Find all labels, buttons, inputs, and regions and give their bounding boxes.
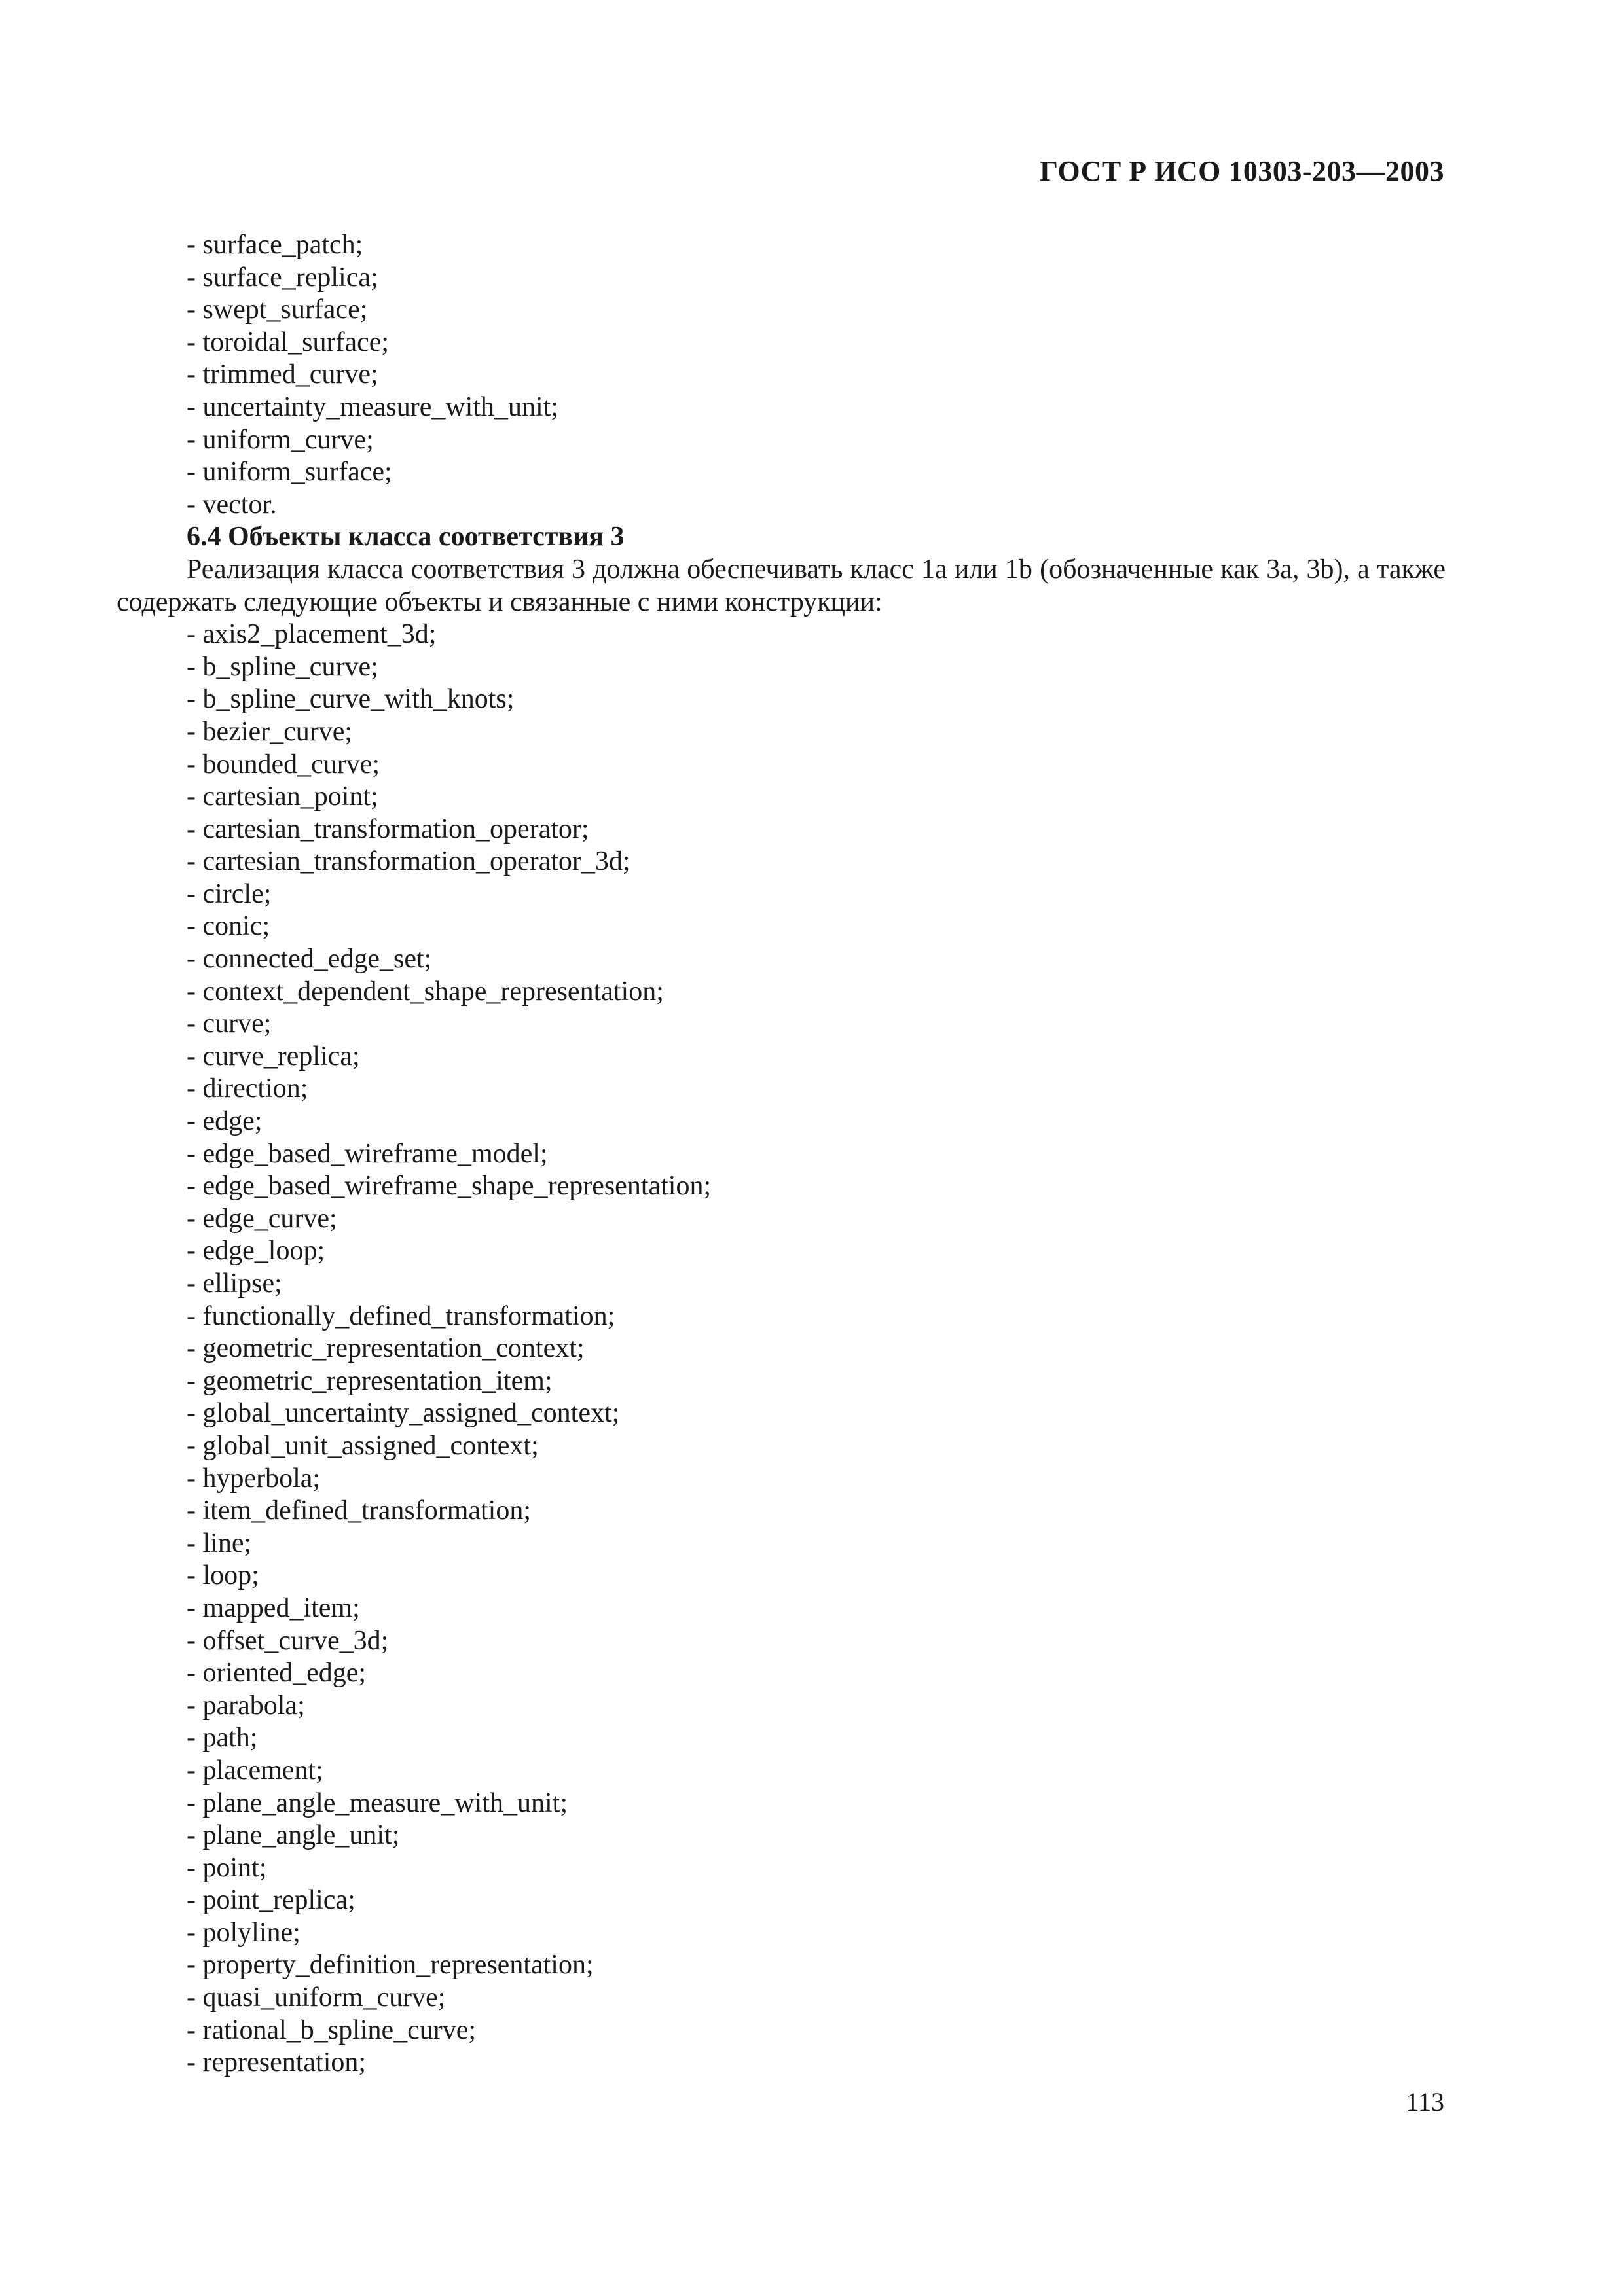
list-item: - edge_loop; (187, 1236, 325, 1266)
list-item: - global_unit_assigned_context; (187, 1430, 539, 1461)
list-item: - geometric_representation_item; (187, 1365, 553, 1396)
list-item: - hyperbola; (187, 1463, 321, 1494)
list-item: - edge_based_wireframe_model; (187, 1138, 548, 1169)
list-item: - b_spline_curve_with_knots; (187, 684, 515, 715)
list-item: - point_replica; (187, 1885, 356, 1916)
list-item: - line; (187, 1528, 252, 1558)
list-item: - property_definition_representation; (187, 1950, 594, 1981)
list-main (117, 619, 1446, 2079)
list-item: - context_dependent_shape_representation; (187, 976, 664, 1007)
list-item: - global_uncertainty_assigned_context; (187, 1398, 620, 1429)
list-item: - bounded_curve; (187, 749, 380, 780)
list-item: - polyline; (187, 1917, 301, 1948)
list-item: - uniform_surface; (187, 457, 392, 488)
list-item: - curve; (187, 1009, 272, 1039)
list-item: - vector. (187, 489, 277, 520)
list-item: - bezier_curve; (187, 716, 353, 747)
list-item: - edge; (187, 1106, 263, 1137)
list-item: - plane_angle_unit; (187, 1820, 400, 1851)
list-continued (117, 229, 1446, 521)
list-item: - connected_edge_set; (187, 944, 432, 975)
list-item: - conic; (187, 911, 270, 942)
list-item: - b_spline_curve; (187, 651, 378, 682)
document-header: ГОСТ Р ИСО 10303-203—2003 (1039, 155, 1444, 187)
list-item: - edge_curve; (187, 1203, 337, 1234)
list-item: - direction; (187, 1073, 308, 1104)
list-item: - surface_replica; (187, 262, 378, 293)
list-item: - uniform_curve; (187, 424, 374, 455)
list-item: - plane_angle_measure_with_unit; (187, 1787, 568, 1818)
list-item: - edge_based_wireframe_shape_representation; (187, 1171, 712, 1202)
list-item: - swept_surface; (187, 295, 368, 325)
list-item: - rational_b_spline_curve; (187, 2015, 477, 2045)
list-item: - curve_replica; (187, 1041, 360, 1071)
list-item: - item_defined_transformation; (187, 1496, 532, 1526)
list-item: - axis2_placement_3d; (187, 619, 437, 650)
section-paragraph: Реализация класса соответствия 3 должна обеспечивать класс 1a или 1b (обозначенные как 3a, 3b), а также содержать следующие объекты и связанные с ними конструкции: (117, 554, 1446, 617)
list-item: - loop; (187, 1560, 259, 1591)
page-number: 113 (1406, 2087, 1444, 2117)
list-item: - offset_curve_3d; (187, 1625, 389, 1656)
list-item: - cartesian_point; (187, 781, 378, 812)
list-item: - uncertainty_measure_with_unit; (187, 391, 559, 422)
section-heading: 6.4 Объекты класса соответствия 3 (187, 522, 625, 552)
list-item: - representation; (187, 2047, 367, 2078)
list-item: - cartesian_transformation_operator; (187, 814, 589, 844)
list-item: - quasi_uniform_curve; (187, 1982, 446, 2013)
list-item: - point; (187, 1852, 267, 1883)
list-item: - ellipse; (187, 1268, 282, 1299)
list-item: - parabola; (187, 1690, 305, 1721)
list-item: - surface_patch; (187, 230, 363, 260)
list-item: - circle; (187, 878, 272, 909)
list-item: - toroidal_surface; (187, 327, 390, 357)
list-item: - cartesian_transformation_operator_3d; (187, 846, 630, 877)
list-item: - path; (187, 1723, 258, 1753)
list-item: - functionally_defined_transformation; (187, 1300, 615, 1331)
list-item: - placement; (187, 1755, 323, 1785)
page-body (117, 229, 1446, 2079)
list-item: - geometric_representation_context; (187, 1333, 585, 1364)
list-item: - mapped_item; (187, 1592, 360, 1623)
list-item: - oriented_edge; (187, 1658, 367, 1689)
list-item: - trimmed_curve; (187, 359, 378, 390)
